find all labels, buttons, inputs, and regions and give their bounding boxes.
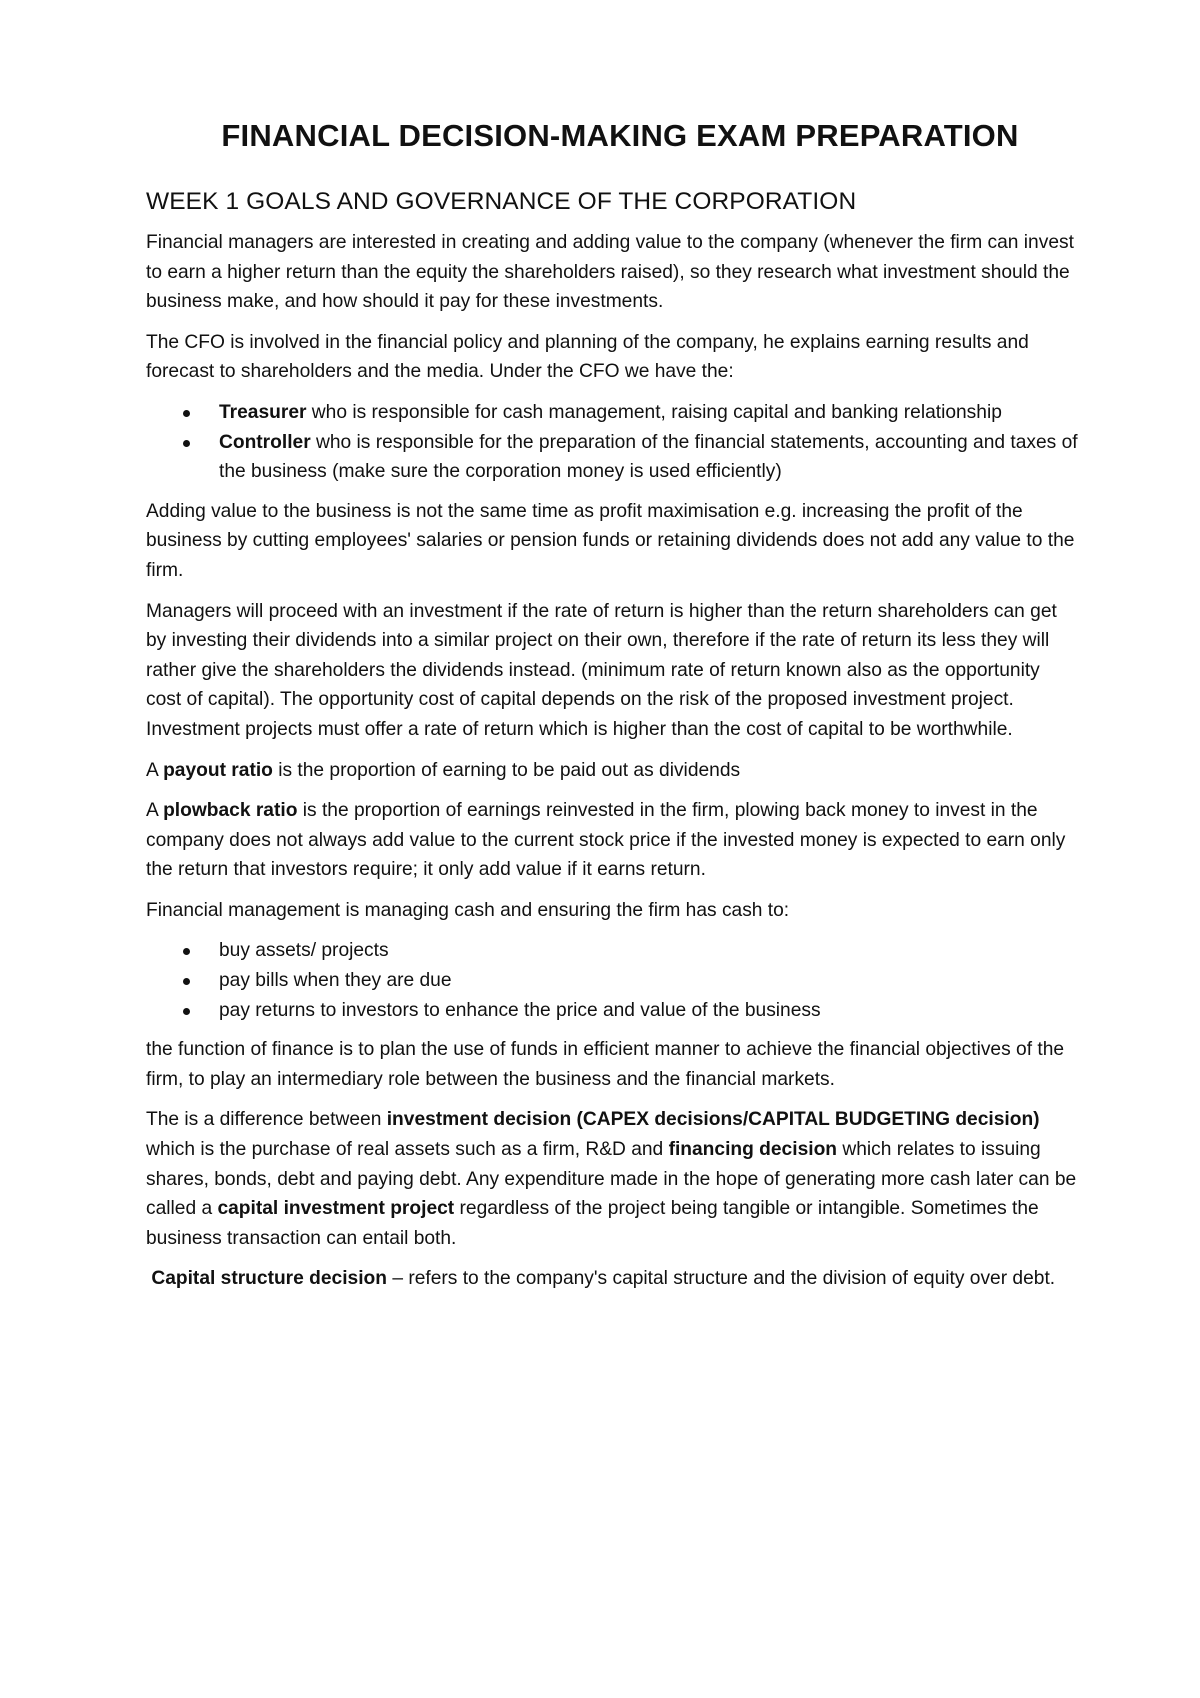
payout-prefix: A bbox=[146, 759, 164, 781]
term-plowback-ratio: plowback ratio bbox=[163, 800, 298, 822]
controller-description: who is responsible for the preparation of the financial statements, accounting and taxes of the business (make sure the corporation money is used efficiently) bbox=[219, 431, 1078, 483]
paragraph-plowback-ratio bbox=[146, 796, 1080, 885]
paragraph-adding-value: Adding value to the business is not the same time as profit maximisation e.g. increasing the profit of the business by cutting employees' salaries or pension funds or retaining dividends does not add any value to the firm. bbox=[146, 500, 1075, 581]
list-item-buy-assets: buy assets/ projects bbox=[219, 936, 1080, 966]
paragraph-investment-financing-decision bbox=[146, 1105, 1080, 1253]
plowback-prefix: A bbox=[146, 800, 164, 822]
cfo-roles-list bbox=[146, 398, 1080, 487]
document-title: FINANCIAL DECISION-MAKING EXAM PREPARATION bbox=[221, 118, 1019, 153]
term-controller: Controller bbox=[219, 431, 311, 453]
list-item-pay-returns: pay returns to investors to enhance the price and value of the business bbox=[219, 996, 1080, 1026]
payout-description: is the proportion of earning to be paid out as dividends bbox=[272, 759, 741, 781]
paragraph-function-of-finance: the function of finance is to plan the use of funds in efficient manner to achieve the financial objectives of the firm, to play an intermediary role between the business and the financial markets. bbox=[146, 1039, 1065, 1090]
term-payout-ratio: payout ratio bbox=[163, 759, 273, 781]
term-financing-decision: financing decision bbox=[668, 1139, 838, 1161]
paragraph-payout-ratio bbox=[146, 756, 1080, 786]
p7-text-a: The is a difference between bbox=[146, 1109, 387, 1131]
paragraph-managers-investment: Managers will proceed with an investment if the rate of return is higher than the return shareholders can get by investing their dividends into a similar project on their own, therefore if the rate of return its less they will rather give the shareholders the dividends instead. (minimum rate of return known also as the opportunity cost of capital). The opportunity cost of capital depends on the risk of the proposed investment project. Investment projects must offer a rate of return which is higher than the cost of capital to be worthwhile. bbox=[146, 600, 1057, 740]
list-item-controller bbox=[219, 428, 1080, 487]
paragraph-capital-structure bbox=[146, 1264, 1080, 1294]
term-capital-structure-decision: Capital structure decision bbox=[151, 1268, 387, 1290]
term-investment-decision: investment decision (CAPEX decisions/CAPITAL BUDGETING decision) bbox=[386, 1109, 1040, 1131]
paragraph-financial-management: Financial management is managing cash and ensuring the firm has cash to: bbox=[146, 899, 790, 921]
treasurer-description: who is responsible for cash management, raising capital and banking relationship bbox=[306, 401, 1002, 423]
term-capital-investment-project: capital investment project bbox=[217, 1198, 455, 1220]
section-heading-week1: WEEK 1 GOALS AND GOVERNANCE OF THE CORPORATION bbox=[146, 188, 857, 215]
cash-uses-list bbox=[146, 936, 1080, 1025]
p7-text-g: regardless of the project being tangible or intangible. Sometimes the business transaction can entail both. bbox=[146, 1198, 1039, 1249]
list-item-pay-bills: pay bills when they are due bbox=[219, 966, 1080, 996]
list-item-treasurer bbox=[219, 398, 1080, 428]
paragraph-cfo: The CFO is involved in the financial policy and planning of the company, he explains earning results and forecast to shareholders and the media. Under the CFO we have the: bbox=[146, 331, 1029, 383]
p7-text-c: which is the purchase of real assets such as a firm, R&D and bbox=[146, 1139, 669, 1161]
p7-text-e: which relates to issuing shares, bonds, debt and paying debt. Any expenditure made in the hope of generating more cash later can be called a bbox=[146, 1139, 1077, 1220]
term-treasurer: Treasurer bbox=[219, 401, 307, 423]
capital-structure-description: – refers to the company's capital structure and the division of equity over debt. bbox=[386, 1268, 1056, 1290]
plowback-description: is the proportion of earnings reinvested in the firm, plowing back money to invest in the company does not always add value to the current stock price if the invested money is expected to earn only the return that investors require; it only add value if it earns return. bbox=[146, 800, 1066, 881]
paragraph-financial-managers: Financial managers are interested in creating and adding value to the company (whenever the firm can invest to earn a higher return than the equity the shareholders raised), so they research what investment should the business make, and how should it pay for these investments. bbox=[146, 232, 1074, 313]
